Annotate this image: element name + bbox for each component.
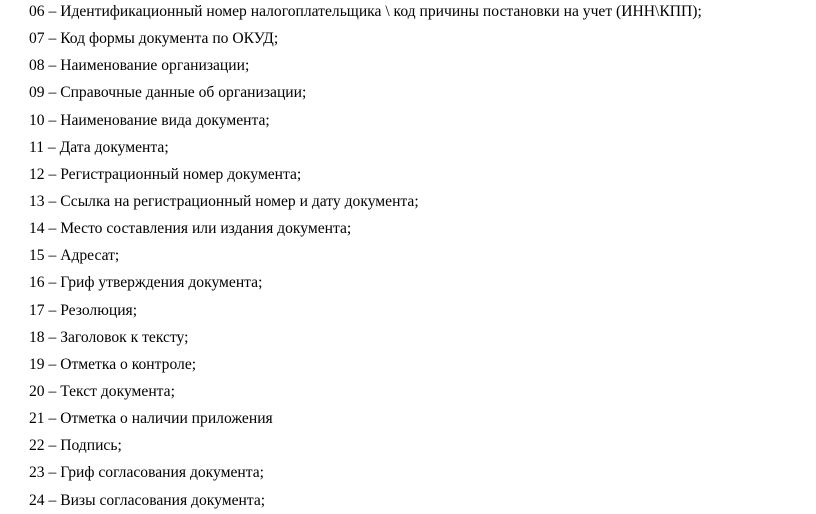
list-item: 12 – Регистрационный номер документа; bbox=[29, 165, 302, 183]
list-item: 24 – Визы согласования документа; bbox=[29, 491, 266, 509]
list-item: 21 – Отметка о наличии приложения bbox=[29, 410, 273, 428]
list-item: 08 – Наименование организации; bbox=[29, 57, 250, 75]
list-item: 18 – Заголовок к тексту; bbox=[29, 328, 189, 346]
list-item: 06 – Идентификационный номер налогоплательщика \ код причины постановки на учет (ИНН\КПП); bbox=[29, 3, 702, 20]
list-item: 14 – Место составления или издания документа; bbox=[29, 220, 352, 238]
list-item: 10 – Наименование вида документа; bbox=[29, 111, 270, 129]
list-item: 16 – Гриф утверждения документа; bbox=[29, 274, 263, 292]
list-item: 09 – Справочные данные об организации; bbox=[29, 84, 307, 102]
list-item: 19 – Отметка о контроле; bbox=[29, 355, 197, 373]
list-item: 15 – Адресат; bbox=[29, 247, 120, 265]
list-item: 23 – Гриф согласования документа; bbox=[29, 464, 265, 482]
list-item: 20 – Текст документа; bbox=[29, 382, 175, 400]
list-item: 07 – Код формы документа по ОКУД; bbox=[29, 30, 279, 48]
list-item: 17 – Резолюция; bbox=[29, 301, 138, 319]
list-item: 13 – Ссылка на регистрационный номер и дату документа; bbox=[29, 192, 419, 210]
list-item: 11 – Дата документа; bbox=[29, 138, 169, 156]
requisites-list bbox=[29, 0, 809, 514]
list-item: 22 – Подпись; bbox=[29, 437, 122, 455]
